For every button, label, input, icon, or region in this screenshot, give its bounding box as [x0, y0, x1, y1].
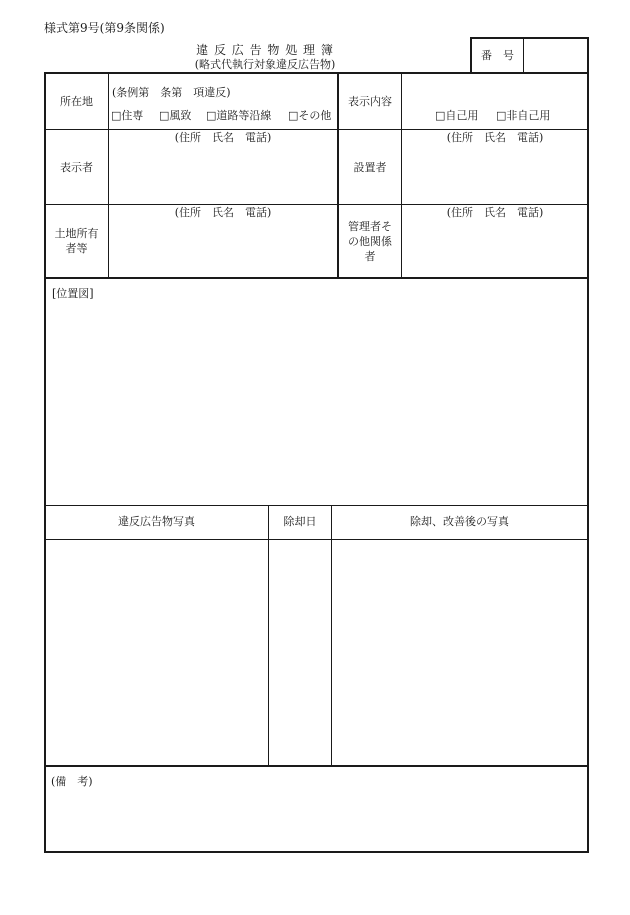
displayer-contact-hint: (住所 氏名 電話)	[174, 131, 272, 144]
photo-section-top	[44, 505, 588, 506]
frame-right	[587, 72, 589, 853]
manager-label-line2: の他関係	[348, 235, 392, 248]
display-option-own-use[interactable]: □自己用	[435, 109, 479, 122]
displayer-label: 表示者	[60, 161, 93, 174]
location-field[interactable]	[109, 74, 336, 128]
remarks-label: (備 考)	[51, 775, 93, 788]
photo-section-bottom	[44, 765, 589, 767]
land-owner-contact-hint: (住所 氏名 電話)	[174, 206, 272, 219]
remarks-field[interactable]	[46, 792, 586, 850]
photo-header-divider	[44, 539, 588, 540]
photo-after-area[interactable]	[332, 541, 586, 764]
location-label: 所在地	[60, 95, 93, 108]
land-owner-label-line1: 土地所有	[54, 227, 99, 240]
location-option-roadside[interactable]: □道路等沿線	[206, 109, 272, 122]
photo-after-label: 除却、改善後の写真	[410, 515, 509, 528]
form-title: 違 反 広 告 物 処 理 簿	[196, 43, 334, 57]
row-divider-2	[44, 204, 588, 205]
location-map-label: [位置図]	[52, 287, 94, 300]
frame-bottom	[44, 851, 589, 853]
number-field[interactable]	[525, 39, 586, 72]
installer-field[interactable]	[402, 146, 586, 203]
display-content-field[interactable]	[402, 74, 586, 106]
location-option-other[interactable]: □その他	[288, 109, 332, 122]
number-box-right	[587, 37, 589, 73]
displayer-field[interactable]	[109, 146, 336, 203]
land-owner-label-line2: 者等	[65, 242, 88, 255]
number-box-divider	[523, 38, 524, 73]
manager-contact-hint: (住所 氏名 電話)	[446, 206, 544, 219]
removal-date-label: 除却日	[283, 515, 317, 528]
display-content-label: 表示内容	[348, 95, 392, 108]
photo-before-label: 違反広告物写真	[118, 515, 195, 528]
installer-contact-hint: (住所 氏名 電話)	[446, 131, 544, 144]
installer-label: 設置者	[353, 161, 387, 174]
row-divider-3	[44, 277, 589, 279]
location-map-area[interactable]	[46, 305, 586, 503]
manager-label-line1: 管理者そ	[348, 220, 392, 233]
manager-field[interactable]	[402, 221, 586, 276]
removal-date-field[interactable]	[269, 541, 330, 764]
location-article-text: (条例第 条第 項違反)	[112, 86, 231, 99]
photo-before-area[interactable]	[46, 541, 267, 764]
location-option-residential[interactable]: □住専	[111, 109, 144, 122]
form-subtitle: (略式代執行対象違反広告物)	[194, 58, 336, 71]
manager-label-line3: 者	[364, 250, 376, 263]
land-owner-field[interactable]	[109, 221, 336, 276]
form-number: 様式第9号(第9条関係)	[44, 21, 165, 35]
display-option-non-own-use[interactable]: □非自己用	[496, 109, 551, 122]
row-divider-1	[44, 129, 588, 130]
number-label: 番 号	[481, 49, 514, 62]
location-option-scenic[interactable]: □風致	[159, 109, 192, 122]
